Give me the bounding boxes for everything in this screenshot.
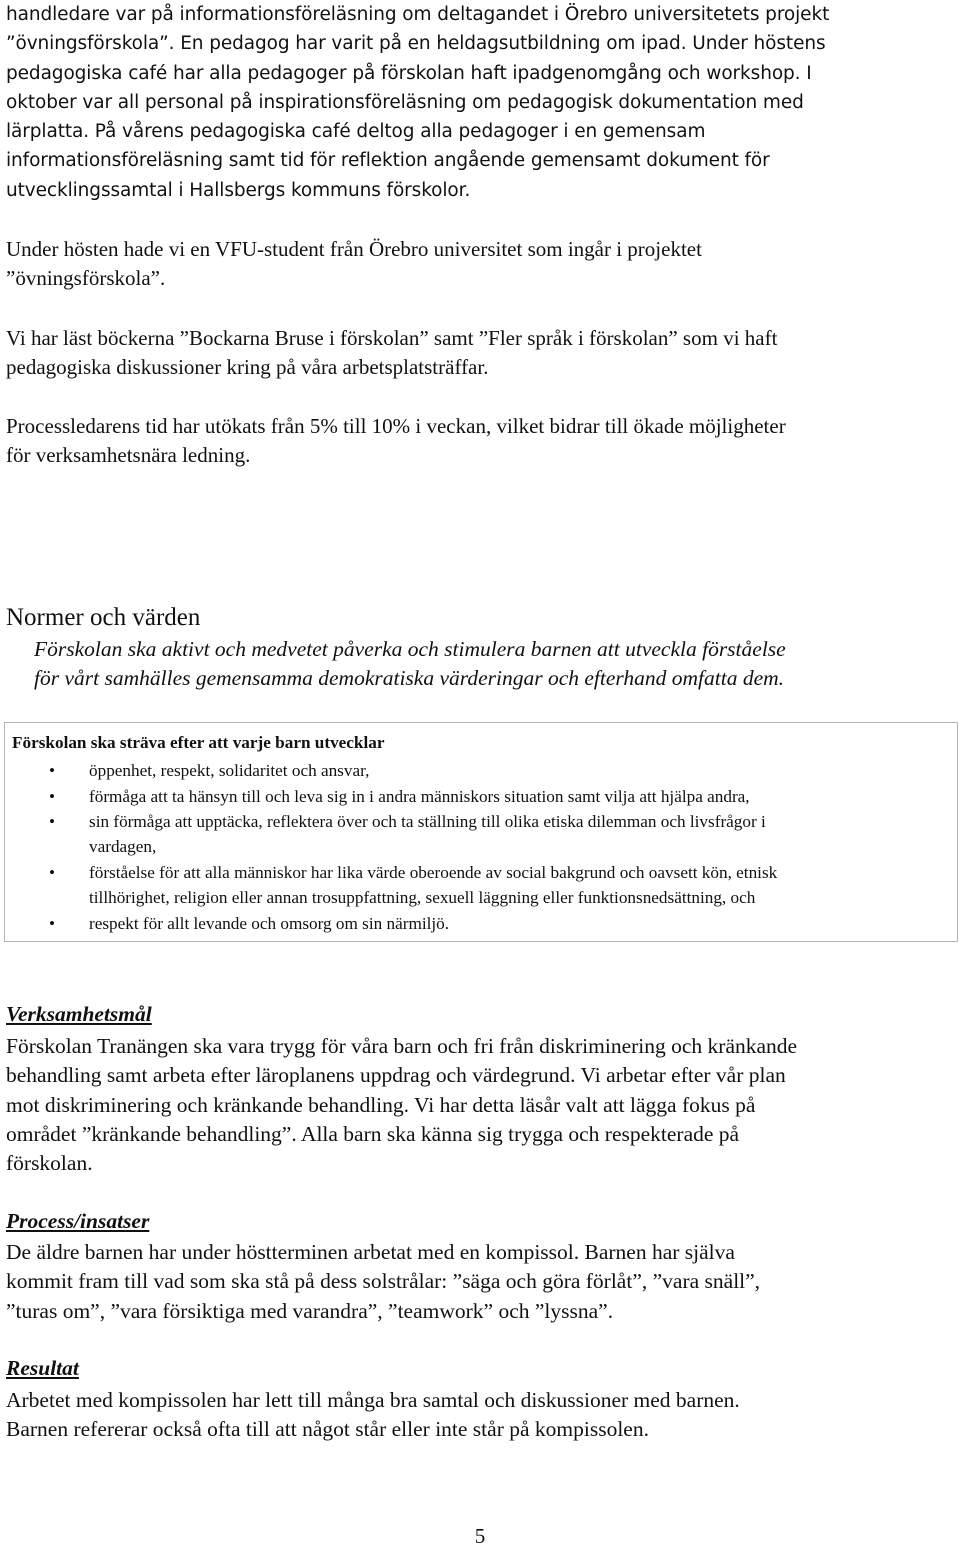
resultat-line: Barnen refererar också ofta till att något står eller inte står på kompissolen. — [6, 1417, 649, 1442]
books-line: pedagogiska diskussioner kring på våra arbetsplatsträffar. — [6, 355, 489, 380]
intro-line: oktober var all personal på inspirationsföreläsning om pedagogisk dokumentation med — [6, 91, 804, 113]
goals-item-text: vardagen, — [89, 837, 157, 856]
intro-line: utvecklingssamtal i Hallsbergs kommuns förskolor. — [6, 179, 471, 201]
resultat-line: Arbetet med kompissolen har lett till många bra samtal och diskussioner med barnen. — [6, 1388, 740, 1412]
verksamhetsmal-line: behandling samt arbeta efter läroplanens uppdrag och värdegrund. Vi arbetar efter vår plan — [6, 1063, 786, 1088]
intro-line: handledare var på informationsföreläsning om deltagandet i Örebro universitetets projekt — [6, 4, 830, 25]
page-number: 5 — [474, 1524, 486, 1548]
bullet: • — [49, 787, 56, 806]
norms-intro-line: för vårt samhälles gemensamma demokratiska värderingar och efterhand omfatta dem. — [34, 666, 785, 691]
vfu-line: Under hösten hade vi en VFU-student från Örebro universitet som ingår i projektet — [6, 237, 702, 261]
intro-paragraph — [6, 0, 829, 205]
vfu-line: ”övningsförskola”. — [6, 266, 166, 291]
process-time-paragraph — [6, 412, 786, 471]
process-heading: Process/insatser — [6, 1209, 150, 1233]
resultat-paragraph — [6, 1386, 740, 1445]
intro-line: informationsföreläsning samt tid för reflektion angående gemensamt dokument för — [6, 150, 770, 172]
goals-item-text: respekt för allt levande och omsorg om sin närmiljö. — [89, 914, 450, 933]
books-paragraph — [6, 324, 777, 383]
norms-heading: Normer och värden — [6, 604, 201, 631]
norms-intro — [34, 635, 786, 694]
vfu-paragraph — [6, 235, 702, 294]
books-line: Vi har läst böckerna ”Bockarna Bruse i förskolan” samt ”Fler språk i förskolan” som vi haft — [6, 326, 778, 350]
verksamhetsmal-line: förskolan. — [6, 1151, 93, 1176]
process-time-line: för verksamhetsnära ledning. — [6, 443, 251, 468]
verksamhetsmal-line: mot diskriminering och kränkande behandling. Vi har detta läsår valt att lägga fokus på — [6, 1092, 756, 1117]
verksamhetsmal-paragraph — [6, 1032, 797, 1178]
goals-box — [4, 722, 958, 942]
process-line: De äldre barnen har under höstterminen arbetat med en kompissol. Barnen har själva — [6, 1240, 735, 1264]
intro-line: pedagogiska café har alla pedagoger på förskolan haft ipadgenomgång och workshop. I — [6, 62, 812, 84]
process-line: ”turas om”, ”vara försiktiga med varandra”, ”teamwork” och ”lyssna”. — [6, 1298, 614, 1323]
process-line: kommit fram till vad som ska stå på dess solstrålar: ”säga och göra förlåt”, ”vara snäll”, — [6, 1269, 761, 1294]
verksamhetsmal-heading: Verksamhetsmål — [6, 1002, 152, 1026]
goals-item-text: förståelse för att alla människor har lika värde oberoende av social bakgrund och oavsett kön, etnisk — [89, 863, 778, 882]
goals-item-text: öppenhet, respekt, solidaritet och ansvar, — [89, 761, 370, 780]
bullet: • — [49, 914, 56, 933]
intro-line: ”övningsförskola”. En pedagog har varit på en heldagsutbildning om ipad. Under höstens — [6, 33, 826, 55]
bullet: • — [49, 812, 56, 831]
resultat-heading: Resultat — [6, 1356, 79, 1380]
goals-item-text: sin förmåga att upptäcka, reflektera över och ta ställning till olika etiska dilemman och livsfrågor i — [89, 812, 766, 831]
bullet: • — [49, 863, 56, 882]
verksamhetsmal-line: Förskolan Tranängen ska vara trygg för våra barn och fri från diskriminering och kränkande — [6, 1034, 798, 1058]
intro-line: lärplatta. På vårens pedagogiska café deltog alla pedagoger i en gemensam — [6, 121, 706, 143]
verksamhetsmal-line: området ”kränkande behandling”. Alla barn ska känna sig trygga och respekterade på — [6, 1121, 740, 1146]
goals-item-text: tillhörighet, religion eller annan trosuppfattning, sexuell läggning eller funktionsnedsättning, och — [89, 888, 756, 907]
process-time-line: Processledarens tid har utökats från 5% till 10% i veckan, vilket bidrar till ökade möjligheter — [6, 414, 786, 438]
goals-box-title: Förskolan ska sträva efter att varje barn utvecklar — [12, 733, 385, 752]
bullet: • — [49, 761, 56, 780]
process-paragraph — [6, 1238, 760, 1326]
norms-intro-line: Förskolan ska aktivt och medvetet påverka och stimulera barnen att utveckla förståelse — [34, 637, 786, 661]
goals-item-text: förmåga att ta hänsyn till och leva sig in i andra människors situation samt vilja att hjälpa andra, — [89, 787, 750, 806]
